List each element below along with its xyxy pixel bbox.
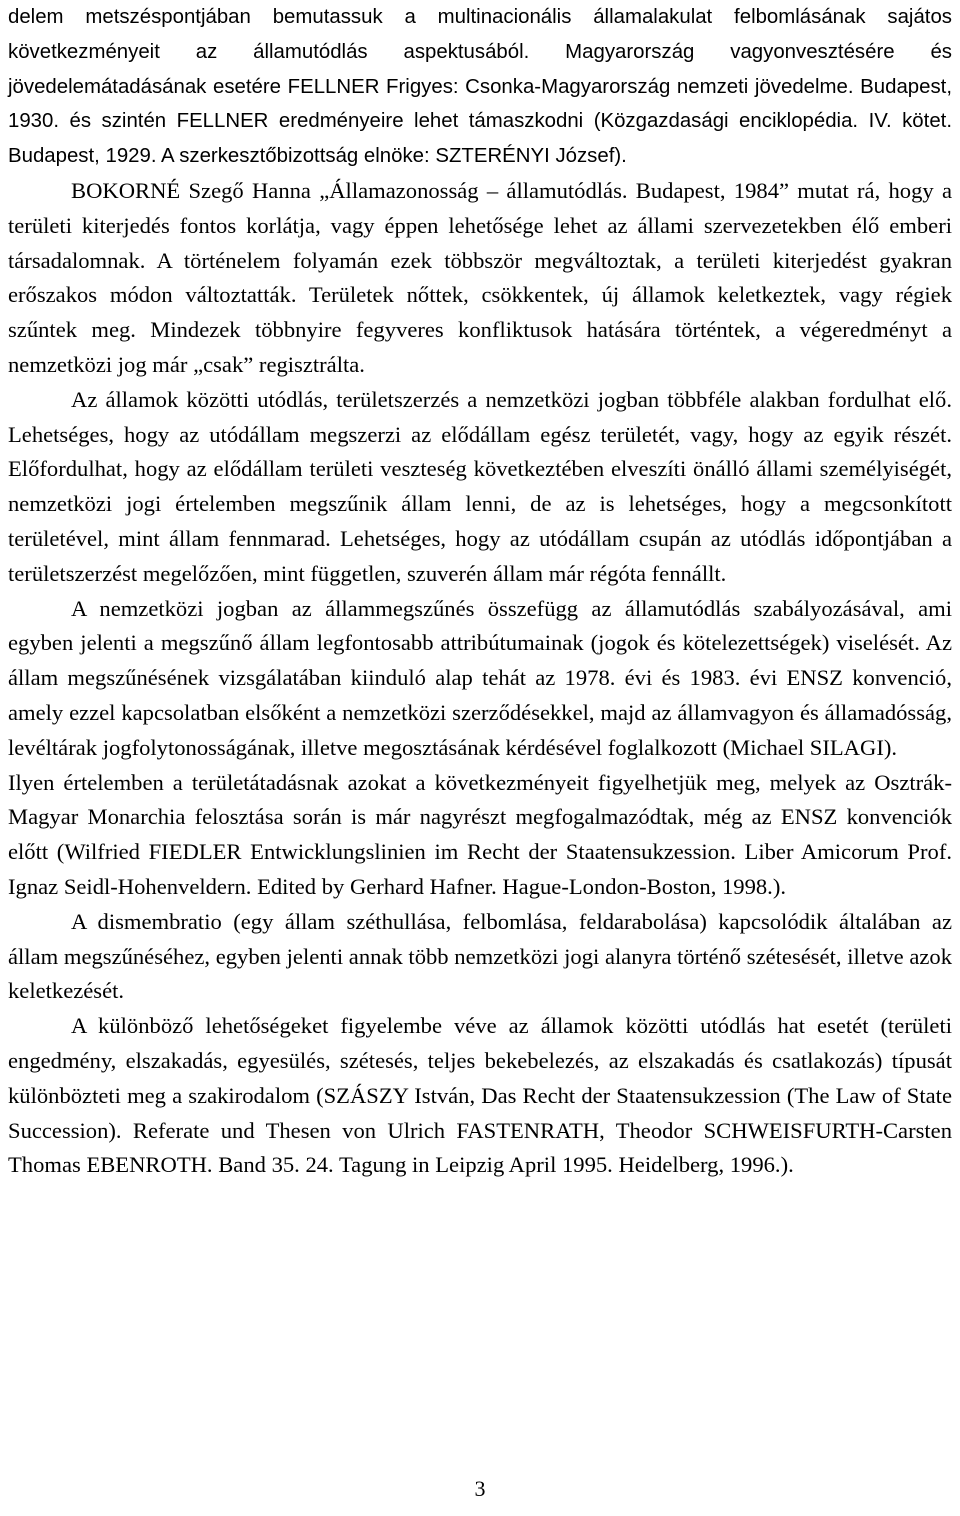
paragraph-2: BOKORNÉ Szegő Hanna „Államazonosság – államutódlás. Budapest, 1984” mutat rá, hogy a területi kiterjedés fontos korlátja, vagy éppen lehetősége lehet az állami szervezetekben élő emberi társadalomnak. A történelem folyamán ezek többször megváltoztak, a területi kiterjedést gyakran erőszakos módon változtatták. Területek nőttek, csökkentek, új államok keletkeztek, vagy régiek szűntek meg. Mindezek többnyire fegyveres konfliktusok hatására történtek, a végeredményt a nemzetközi jog már „csak” regisztrálta. <box>8 177 952 377</box>
page-body <box>8 0 952 1183</box>
paragraph-1: delem metszéspontjában bemutassuk a multinacionális államalakulat felbomlásának sajátos következményeit az államutódlás aspektusából. Magyarország vagyonvesztésére és jövedelemátadásának esetére FELLNER Frigyes: Csonka-Magyarország nemzeti jövedelme. Budapest, 1930. és szintén FELLNER eredményeire lehet támaszkodni (Közgazdasági enciklopédia. IV. kötet. Budapest, 1929. A szerkesztőbizottság elnöke: SZTERÉNYI József). <box>8 6 952 168</box>
paragraph-4: A nemzetközi jogban az állammegszűnés összefügg az államutódlás szabályozásával, ami egyben jelenti a megszűnő állam legfontosabb attribútumainak (jogok és kötelezettségek) viselését. Az állam megszűnésének vizsgálatában kiinduló alap tehát az 1978. évi és 1983. évi ENSZ konvenció, amely ezzel kapcsolatban elsőként a nemzetközi szerződésekkel, majd az államvagyon és államadósság, levéltárak jogfolytonosságának, illetve megosztásának kérdésével foglalkozott (Michael SILAGI). <box>8 595 952 760</box>
paragraph-5: Ilyen értelemben a területátadásnak azokat a következményeit figyelhetjük meg, melyek az Osztrák-Magyar Monarchia felosztása során is már nagyrészt megfogalmazódtak, még az ENSZ konvenciók előtt (Wilfried FIEDLER Entwicklungslinien im Recht der Staatensukzession. Liber Amicorum Prof. Ignaz Seidl-Hohenveldern. Edited by Gerhard Hafner. Hague-London-Boston, 1998.). <box>8 769 952 899</box>
paragraph-6: A dismembratio (egy állam széthullása, felbomlása, feldarabolása) kapcsolódik általában az állam megszűnéséhez, egyben jelenti annak több nemzetközi jogi alanyra történő szétesését, illetve azok keletkezését. <box>8 908 952 1004</box>
paragraph-3: Az államok közötti utódlás, területszerzés a nemzetközi jogban többféle alakban fordulhat elő. Lehetséges, hogy az utódállam megszerzi az elődállam egész területét, vagy, hogy az egyik részét. Előfordulhat, hogy az elődállam területi veszteség következtében elveszíti önálló állami személyiségét, nemzetközi jogi értelemben megszűnik állam lenni, de az is lehetséges, hogy a megcsonkított területével, mint állam fennmarad. Lehetséges, hogy az utódállam csupán az utódlás időpontjában a területszerzést megelőzően, mint független, szuverén állam már régóta fennállt. <box>8 386 952 586</box>
paragraph-7: A különböző lehetőségeket figyelembe véve az államok közötti utódlás hat esetét (területi engedmény, elszakadás, egyesülés, szétesés, teljes bekebelezés, az elszakadás és csatlakozás) típusát különbözteti meg a szakirodalom (SZÁSZY István, Das Recht der Staatensukzession (The Law of State Succession). Referate und Thesen von Ulrich FASTENRATH, Theodor SCHWEISFURTH-Carsten Thomas EBENROTH. Band 35. 24. Tagung in Leipzig April 1995. Heidelberg, 1996.). <box>8 1013 952 1178</box>
page-number: 3 <box>474 1476 486 1501</box>
